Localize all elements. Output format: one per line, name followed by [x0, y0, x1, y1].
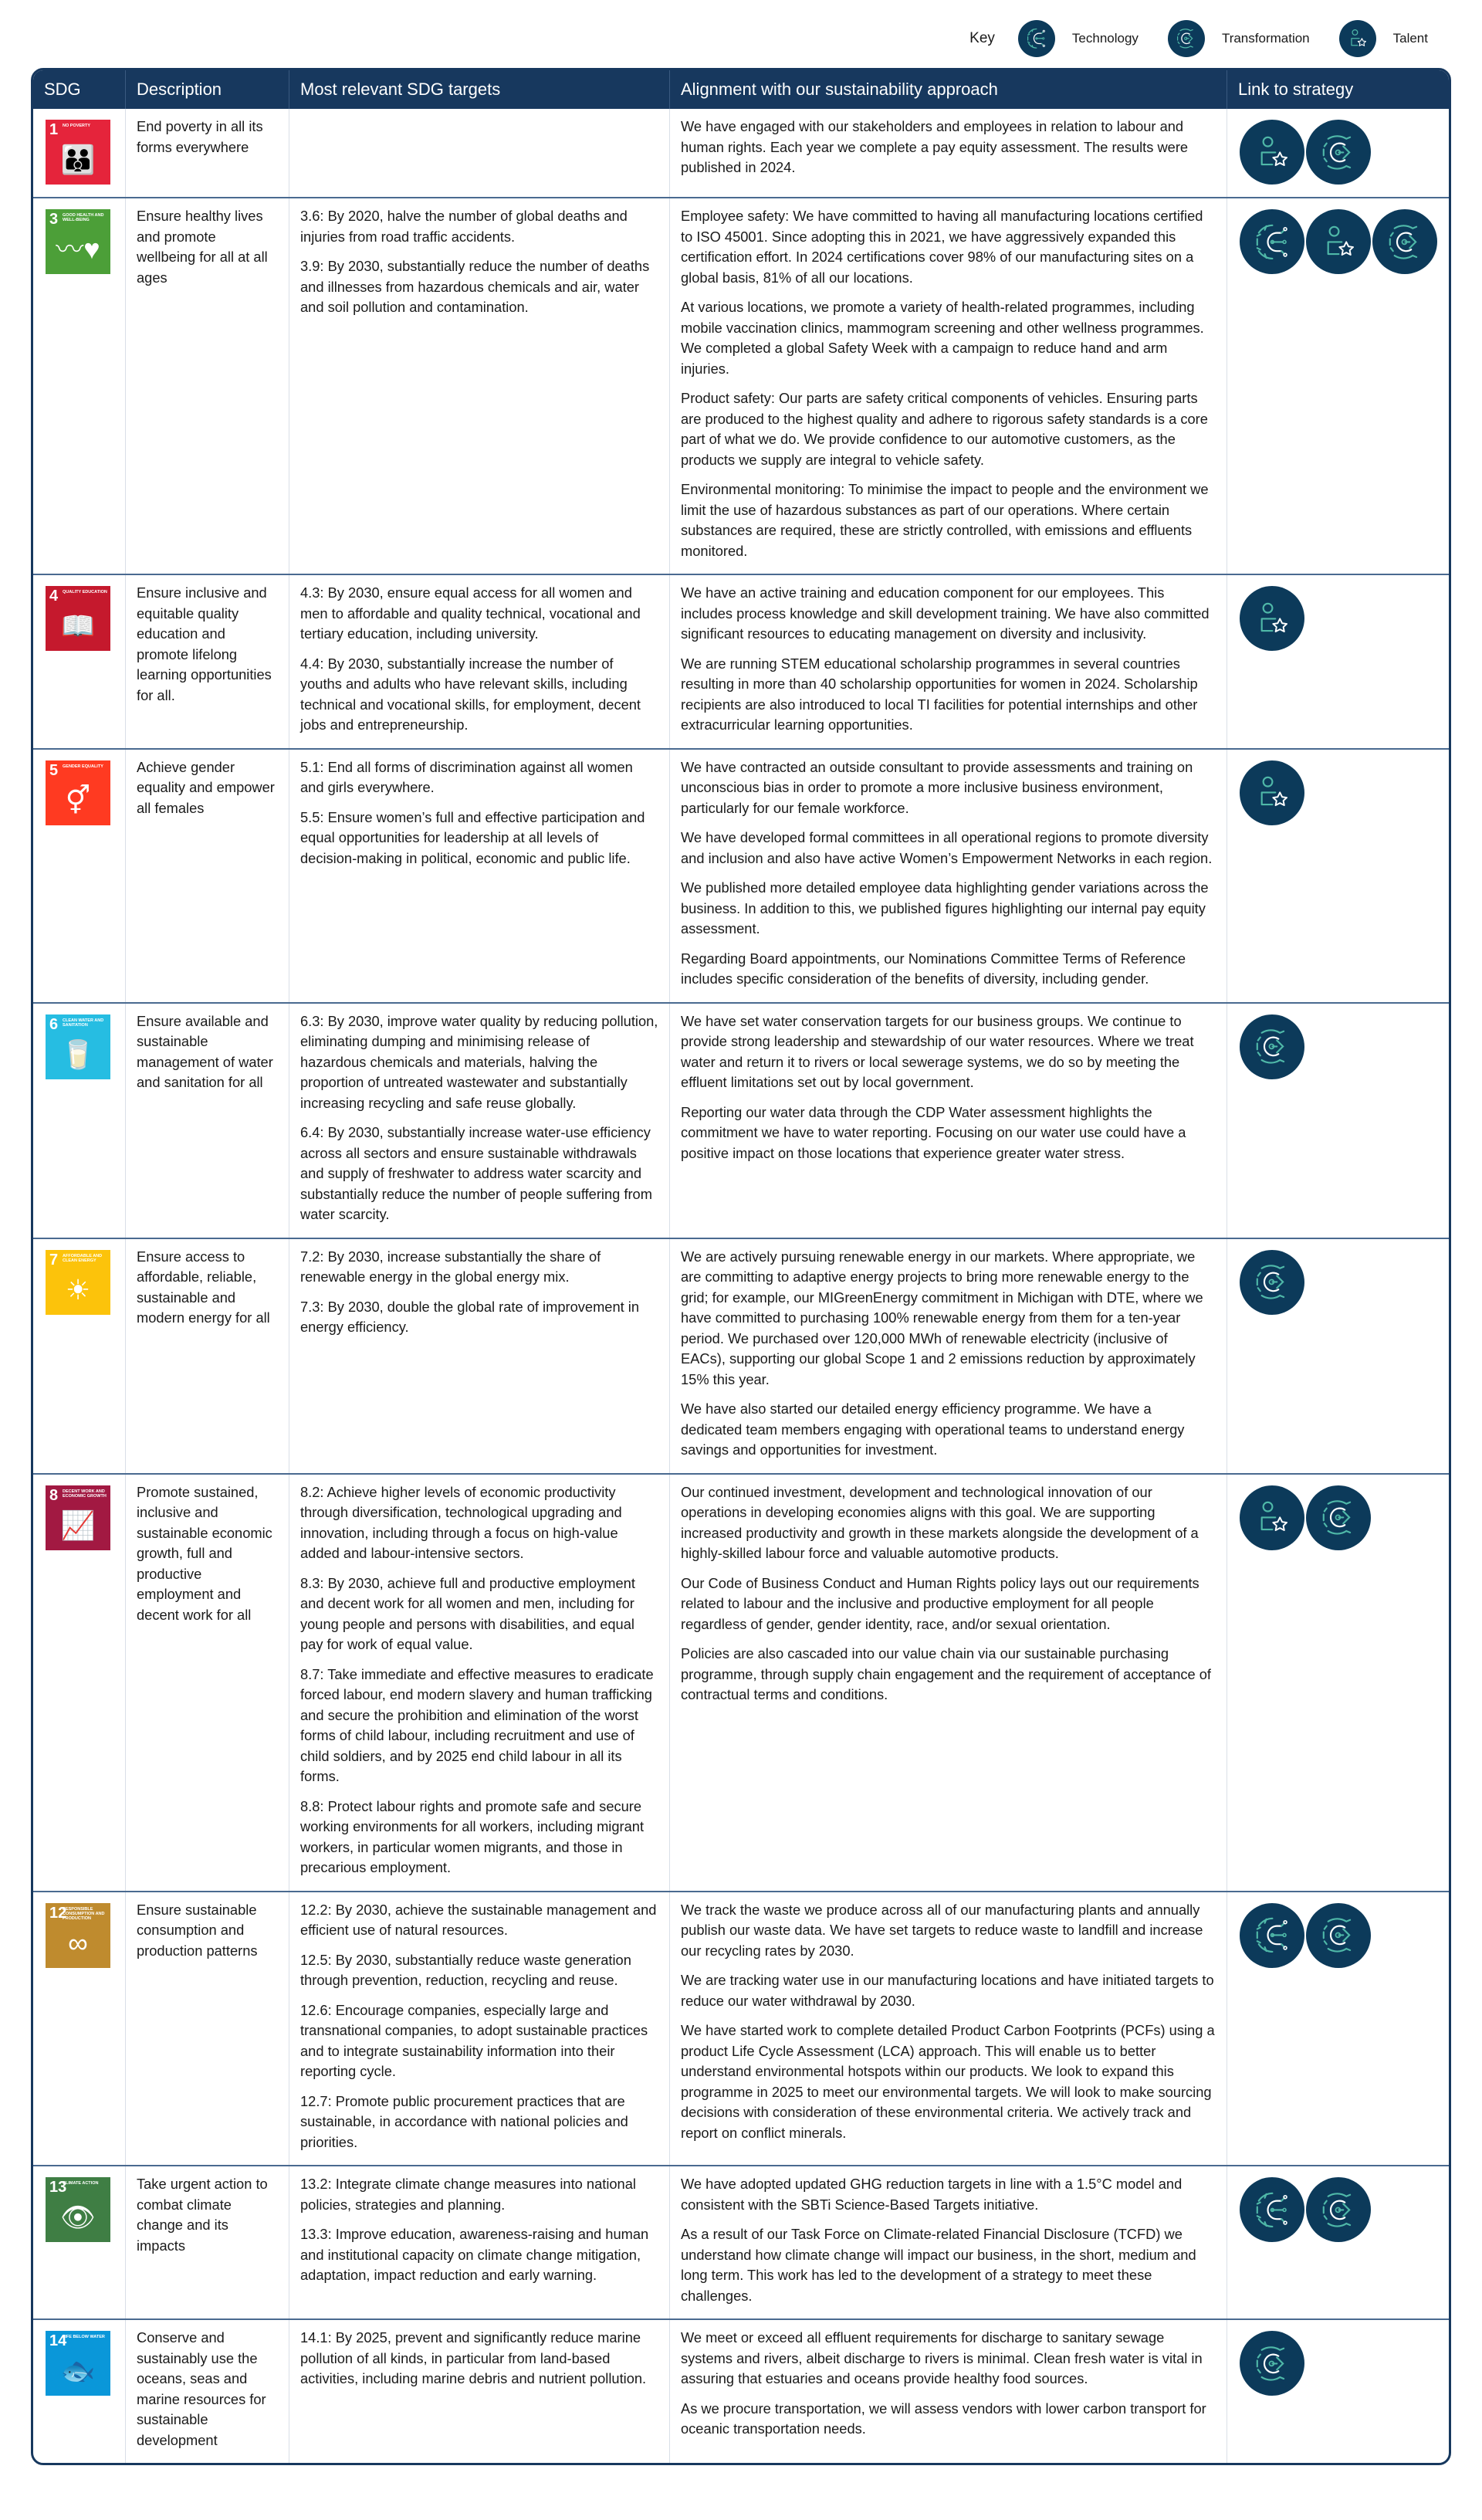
table-row [33, 1473, 1449, 1891]
technology-icon [1240, 209, 1304, 274]
sdg-target: 7.3: By 2030, double the global rate of improvement in energy efficiency. [300, 1298, 640, 1335]
sdg-target: 8.3: By 2030, achieve full and productive employment and decent work for all women and men, including for young people and persons with disabilities, and equal pay for work of equal value. [300, 1574, 635, 1652]
description-cell [126, 1475, 289, 1891]
targets-cell [289, 1475, 670, 1891]
sdg-goal-icon: 🥛 [60, 1038, 96, 1070]
table-row [33, 1002, 1449, 1238]
sdg-name: CLIMATE ACTION [63, 2181, 99, 2186]
transformation-icon [1240, 1250, 1304, 1315]
targets-cell [289, 198, 670, 574]
header-strategy: Link to strategy [1238, 80, 1354, 99]
alignment-paragraph: Reporting our water data through the CDP Water assessment highlights the commitment we have to water reporting. Focusing on our water use could have a positive impact on those locations that experience greater water stress. [681, 1103, 1186, 1161]
alignment-paragraph: We have an active training and education component for our employees. This includes process knowledge and skill development training. We have also committed significant resources to educating management on diversity and inclusivity. [681, 584, 1210, 642]
sdg-target: 12.7: Promote public procurement practices that are sustainable, in accordance with national policies and priorities. [300, 2092, 628, 2150]
alignment-paragraph: At various locations, we promote a variety of health-related programmes, including mobile vaccination clinics, mammogram screening and other wellness programmes. We completed a global Safety Week with a campaign to reduce hand and arm injuries. [681, 299, 1204, 377]
sdg-target: 8.2: Achieve higher levels of economic productivity through diversification, technological upgrading and innovation, including through a focus on high-value added and labour-intensive sectors. [300, 1483, 622, 1561]
alignment-paragraph: Environmental monitoring: To minimise the impact to people and the environment we limit the use of hazardous substances as part of our operations. Where certain substances are required, these are strictly controlled, with emissions and effluents monitored. [681, 481, 1209, 559]
targets-cell [289, 1004, 670, 1238]
sdg-number: 3 [49, 211, 59, 228]
sdg-description: Ensure access to affordable, reliable, sustainable and modern energy for all [137, 1248, 270, 1326]
sdg-number: 1 [49, 121, 59, 138]
sdg-cell [33, 1239, 126, 1473]
key-label: Key [969, 30, 995, 46]
targets-cell [289, 750, 670, 1002]
technology-icon [1240, 1903, 1304, 1968]
sdg-table [31, 68, 1451, 2465]
strategy-icons [1238, 1247, 1438, 1315]
sdg-cell [33, 1892, 126, 2166]
key-item-label: Talent [1392, 31, 1428, 46]
sdg-3-tile [46, 209, 110, 274]
sdg-6-tile [46, 1014, 110, 1079]
sdg-target: 12.6: Encourage companies, especially large and transnational companies, to adopt sustainable practices and to integrate sustainability information into their reporting cycle. [300, 2001, 648, 2079]
table-row [33, 109, 1449, 197]
sdg-description: Ensure healthy lives and promote wellbeing for all at all ages [137, 208, 268, 286]
key-item-label: Technology [1071, 31, 1139, 46]
alignment-cell [670, 2166, 1227, 2318]
sdg-description: Ensure sustainable consumption and production patterns [137, 1901, 258, 1959]
alignment-paragraph: We are tracking water use in our manufacturing locations and have initiated targets to reduce our water withdrawal by 2030. [681, 1972, 1214, 2009]
talent-icon [1306, 209, 1371, 274]
sdg-goal-icon: 📖 [60, 610, 96, 642]
alignment-cell [670, 1892, 1227, 2166]
sdg-target: 14.1: By 2025, prevent and significantly reduce marine pollution of all kinds, in particular from land-based activities, including marine debris and nutrient pollution. [300, 2329, 647, 2386]
strategy-cell [1227, 2320, 1449, 2463]
alignment-paragraph: We have developed formal committees in all operational regions to promote diversity and inclusion and also have active Women’s Empowerment Networks in each region. [681, 829, 1213, 866]
targets-cell [289, 2166, 670, 2318]
strategy-icons [1238, 2328, 1438, 2396]
alignment-cell [670, 1475, 1227, 1891]
strategy-key [969, 14, 1428, 63]
sdg-description: Achieve gender equality and empower all females [137, 758, 275, 816]
strategy-icons [1238, 757, 1438, 825]
alignment-cell [670, 109, 1227, 197]
sdg-name: AFFORDABLE AND CLEAN ENERGY [63, 1253, 103, 1263]
sdg-description: End poverty in all its forms everywhere [137, 118, 263, 155]
transformation-icon [1306, 1485, 1371, 1550]
alignment-cell [670, 575, 1227, 748]
transformation-icon [1306, 1903, 1371, 1968]
key-item-transformation [1168, 20, 1333, 57]
sdg-goal-icon: ☀ [65, 1273, 91, 1306]
strategy-cell [1227, 1004, 1449, 1238]
header-alignment: Alignment with our sustainability approach [670, 70, 1227, 109]
strategy-cell [1227, 1892, 1449, 2166]
sdg-target: 4.4: By 2030, substantially increase the number of youths and adults who have relevant skills, including technical and vocational skills, for employment, decent jobs and entrepreneurship. [300, 655, 641, 733]
targets-cell [289, 575, 670, 748]
sdg-target: 6.3: By 2030, improve water quality by reducing pollution, eliminating dumping and minimising release of hazardous chemicals and materials, halving the proportion of untreated wastewater and substantially increasing recycling and safe reuse globally. [300, 1012, 658, 1111]
description-cell [126, 2320, 289, 2463]
table-row [33, 2165, 1449, 2318]
talent-icon [1240, 760, 1304, 825]
alignment-paragraph: We meet or exceed all effluent requirements for discharge to sanitary sewage systems and rivers, albeit discharge to rivers is minimal. Clean fresh water is vital in assuring that estuaries and oceans provide healthy food sources. [681, 2329, 1203, 2386]
alignment-paragraph: We have started work to complete detailed Product Carbon Footprints (PCFs) using a product Life Cycle Assessment (LCA) approach. This will enable us to better understand environmental hotspots within our products. We look to expand this programme in 2025 to meet our environmental targets. We will look to make sourcing decisions with consideration of these environmental criteria. We actively track and report on conflict minerals. [681, 2022, 1215, 2141]
sdg-number: 7 [49, 1251, 59, 1268]
description-cell [126, 750, 289, 1002]
technology-icon [1240, 2177, 1304, 2242]
alignment-paragraph: Employee safety: We have committed to having all manufacturing locations certified to ISO 45001. Since adopting this in 2021, we have aggressively expanded this certification effort. In 2024 certifications cover 98% of our manufacturing sites on a global basis, 81% of all our locations. [681, 208, 1203, 286]
description-cell [126, 198, 289, 574]
sdg-target: 5.1: End all forms of discrimination against all women and girls everywhere. [300, 758, 633, 795]
sdg-7-tile [46, 1250, 110, 1315]
sdg-name: GENDER EQUALITY [63, 764, 103, 769]
table-row [33, 2318, 1449, 2463]
targets-cell [289, 2320, 670, 2463]
sdg-goal-icon: ⚥ [65, 784, 91, 816]
sdg-target: 8.8: Protect labour rights and promote safe and secure working environments for all workers, including migrant workers, in particular women migrants, and those in precarious employment. [300, 1797, 645, 1875]
header-targets: Most relevant SDG targets [289, 70, 670, 109]
sdg-number: 8 [49, 1486, 59, 1504]
sdg-name: LIFE BELOW WATER [63, 2335, 105, 2339]
sdg-target: 13.2: Integrate climate change measures into national policies, strategies and planning. [300, 2176, 636, 2213]
strategy-icons [1238, 1900, 1438, 1968]
description-cell [126, 2166, 289, 2318]
sdg-target: 12.2: By 2030, achieve the sustainable management and efficient use of natural resources. [300, 1901, 657, 1938]
transformation-icon [1168, 20, 1205, 57]
sdg-name: RESPONSIBLE CONSUMPTION AND PRODUCTION [63, 1906, 105, 1921]
description-cell [126, 575, 289, 748]
strategy-cell [1227, 198, 1449, 574]
sdg-5-tile [46, 760, 110, 825]
header-description: Description [126, 70, 289, 109]
sdg-target: 8.7: Take immediate and effective measures to eradicate forced labour, end modern slavery and human trafficking and secure the prohibition and elimination of the worst forms of child labour, including recruitment and use of child soldiers, and by 2025 end child labour in all its forms. [300, 1665, 654, 1784]
sdg-goal-icon: 👪 [60, 144, 96, 175]
strategy-icons [1238, 206, 1438, 274]
sdg-number: 5 [49, 761, 59, 779]
sdg-description: Ensure inclusive and equitable quality education and promote lifelong learning opportunities for all. [137, 584, 272, 703]
transformation-icon [1306, 120, 1371, 185]
sdg-cell [33, 575, 126, 748]
talent-icon [1240, 120, 1304, 185]
alignment-cell [670, 1004, 1227, 1238]
strategy-cell [1227, 109, 1449, 197]
alignment-cell [670, 198, 1227, 574]
strategy-cell [1227, 575, 1449, 748]
sdg-cell [33, 2166, 126, 2318]
alignment-paragraph: Policies are also cascaded into our value chain via our sustainable purchasing programme, through supply chain engagement and the requirement of acceptance of contractual terms and conditions. [681, 1645, 1211, 1702]
sdg-number: 13 [49, 2179, 67, 2196]
strategy-cell [1227, 1475, 1449, 1891]
sdg-14-tile [46, 2331, 110, 2396]
sdg-target: 3.6: By 2020, halve the number of global deaths and injuries from road traffic accidents. [300, 208, 628, 245]
alignment-paragraph: We have engaged with our stakeholders and employees in relation to labour and human rights. Each year we complete a pay equity assessment. The results were published in 2024. [681, 118, 1189, 175]
table-row [33, 574, 1449, 748]
sdg-cell [33, 1475, 126, 1891]
sdg-13-tile [46, 2177, 110, 2242]
table-row [33, 1238, 1449, 1473]
strategy-cell [1227, 1239, 1449, 1473]
strategy-cell [1227, 2166, 1449, 2318]
targets-cell [289, 109, 670, 197]
sdg-name: GOOD HEALTH AND WELL-BEING [63, 213, 104, 222]
transformation-icon [1306, 2177, 1371, 2242]
talent-icon [1240, 1485, 1304, 1550]
sdg-goal-icon: ∞ [68, 1926, 88, 1959]
sdg-description: Conserve and sustainably use the oceans, seas and marine resources for sustainable development [137, 2329, 266, 2448]
table-body [33, 109, 1449, 2463]
strategy-icons [1238, 1482, 1438, 1550]
alignment-paragraph: We have set water conservation targets for our business groups. We continue to provide strong leadership and stewardship of our water resources. Where we treat water and return it to rivers or local sewerage systems, we do so by meeting the effluent limitations set out by local government. [681, 1012, 1194, 1090]
alignment-paragraph: We published more detailed employee data highlighting gender variations across the business. In addition to this, we published figures highlighting our internal pay equity assessment. [681, 879, 1209, 937]
sdg-target: 4.3: By 2030, ensure equal access for all women and men to affordable and quality technical, vocational and tertiary education, including university. [300, 584, 641, 642]
sdg-target: 7.2: By 2030, increase substantially the share of renewable energy in the global energy mix. [300, 1248, 601, 1285]
table-row [33, 1891, 1449, 2166]
sdg-goal-icon: 🐟 [60, 2355, 96, 2386]
alignment-paragraph: Product safety: Our parts are safety critical components of vehicles. Ensuring parts are produced to the highest quality and adhere to rigorous safety standards is a core part of what we do. We provide confidence to our automotive customers, as the products we supply are integral to vehicle safety. [681, 390, 1208, 468]
table-row [33, 748, 1449, 1002]
strategy-icons [1238, 1011, 1438, 1079]
alignment-paragraph: We have adopted updated GHG reduction targets in line with a 1.5°C model and consistent with the SBTi Science-Based Targets initiative. [681, 2176, 1183, 2213]
talent-icon [1240, 586, 1304, 651]
sdg-cell [33, 2320, 126, 2463]
alignment-paragraph: We are actively pursuing renewable energy in our markets. Where appropriate, we are committing to adaptive energy projects to bring more renewable energy to the grid; for example, our MIGreenEnergy commitment in Michigan with DTE, where we have committed to purchasing 100% renewable energy from them for a ten-year period. We purchased over 120,000 MWh of renewable electricity (inclusive of EACs), supporting our global Scope 1 and 2 emissions reduction by approximately 15% this year. [681, 1248, 1203, 1387]
technology-icon [1018, 20, 1055, 57]
sdg-cell [33, 109, 126, 197]
sdg-description: Ensure available and sustainable management of water and sanitation for all [137, 1012, 273, 1090]
key-item-technology [1018, 20, 1162, 57]
alignment-cell [670, 750, 1227, 1002]
sdg-target: 13.3: Improve education, awareness-raising and human and institutional capacity on climate change mitigation, adaptation, impact reduction and early warning. [300, 2226, 649, 2283]
strategy-icons [1238, 117, 1438, 185]
alignment-paragraph: As a result of our Task Force on Climate-related Financial Disclosure (TCFD) we understand how climate change will impact our business, in the short, medium and long term. This work has led to the development of a strategy to meet these challenges. [681, 2226, 1196, 2304]
description-cell [126, 109, 289, 197]
transformation-icon [1240, 2331, 1304, 2396]
sdg-number: 4 [49, 588, 59, 605]
sdg-goal-icon: 〰♥ [56, 233, 100, 265]
key-item-label: Transformation [1221, 31, 1310, 46]
description-cell [126, 1239, 289, 1473]
alignment-paragraph: We track the waste we produce across all of our manufacturing plants and annually publish our waste data. We have set targets to reduce waste to landfill and increase our recycling rates by 2030. [681, 1901, 1203, 1959]
table-row [33, 197, 1449, 574]
alignment-cell [670, 1239, 1227, 1473]
sdg-number: 12 [49, 1904, 67, 1922]
description-cell [126, 1892, 289, 2166]
alignment-paragraph: We have also started our detailed energy efficiency programme. We have a dedicated team members engaging with operational teams to understand energy savings and opportunities for investment. [681, 1401, 1185, 1458]
table-header [33, 70, 1449, 109]
alignment-paragraph: Regarding Board appointments, our Nominations Committee Terms of Reference includes specific consideration of the benefits of diversity, including gender. [681, 950, 1186, 987]
strategy-icons [1238, 2174, 1438, 2242]
sdg-description: Promote sustained, inclusive and sustainable economic growth, full and productive employment and decent work for all [137, 1483, 272, 1623]
targets-cell [289, 1239, 670, 1473]
sdg-target: 12.5: By 2030, substantially reduce waste generation through prevention, reduction, recycling and reuse. [300, 1951, 631, 1988]
key-item-talent [1339, 20, 1428, 57]
alignment-paragraph: Our continued investment, development and technological innovation of our operations in developing economies aligns with this goal. We are supporting increased productivity and growth in these markets alongside the development of a highly-skilled labour force and valuable automotive products. [681, 1483, 1199, 1561]
sdg-name: QUALITY EDUCATION [63, 590, 107, 594]
targets-cell [289, 1892, 670, 2166]
sdg-12-tile [46, 1903, 110, 1968]
sdg-cell [33, 750, 126, 1002]
description-cell [126, 1004, 289, 1238]
sdg-number: 14 [49, 2332, 67, 2349]
transformation-icon [1372, 209, 1437, 274]
header-sdg: SDG [33, 70, 126, 109]
sdg-1-tile [46, 120, 110, 185]
sdg-target: 3.9: By 2030, substantially reduce the number of deaths and illnesses from hazardous chemicals and air, water and soil pollution and contamination. [300, 258, 650, 315]
strategy-icons [1238, 583, 1438, 651]
sdg-number: 6 [49, 1015, 59, 1033]
alignment-paragraph: We are running STEM educational scholarship programmes in several countries resulting in more than 40 scholarship opportunities for women in 2024. Scholarship recipients are also introduced to local TI facilities for potential internships and other extracurricular learning opportunities. [681, 655, 1198, 733]
sdg-target: 6.4: By 2030, substantially increase water-use efficiency across all sectors and ensure sustainable withdrawals and supply of freshwater to address water scarcity and substantially reduce the number of people suffering from water scarcity. [300, 1124, 652, 1222]
sdg-4-tile [46, 586, 110, 651]
alignment-cell [670, 2320, 1227, 2463]
sdg-target: 5.5: Ensure women’s full and effective participation and equal opportunities for leadership at all levels of decision-making in political, economic and public life. [300, 808, 645, 866]
sdg-name: NO POVERTY [63, 124, 91, 128]
alignment-paragraph: We have contracted an outside consultant to provide assessments and training on unconscious bias in order to promote a more inclusive business environment, particularly for our female workforce. [681, 758, 1193, 816]
strategy-cell [1227, 750, 1449, 1002]
alignment-paragraph: Our Code of Business Conduct and Human Rights policy lays out our requirements related to labour and the inclusive and productive employment for all people regardless of gender, gender identity, race, and/or sexual orientation. [681, 1574, 1199, 1632]
sdg-name: CLEAN WATER AND SANITATION [63, 1018, 104, 1028]
talent-icon [1339, 20, 1376, 57]
sdg-cell [33, 198, 126, 574]
sdg-name: DECENT WORK AND ECONOMIC GROWTH [63, 1489, 107, 1499]
transformation-icon [1240, 1014, 1304, 1079]
alignment-paragraph: As we procure transportation, we will assess vendors with lower carbon transport for oceanic transportation needs. [681, 2400, 1206, 2437]
sdg-8-tile [46, 1485, 110, 1550]
sdg-cell [33, 1004, 126, 1238]
sdg-description: Take urgent action to combat climate change and its impacts [137, 2176, 268, 2254]
sdg-goal-icon: 📈 [60, 1509, 96, 1541]
sdg-goal-icon: 👁 [60, 2201, 96, 2233]
